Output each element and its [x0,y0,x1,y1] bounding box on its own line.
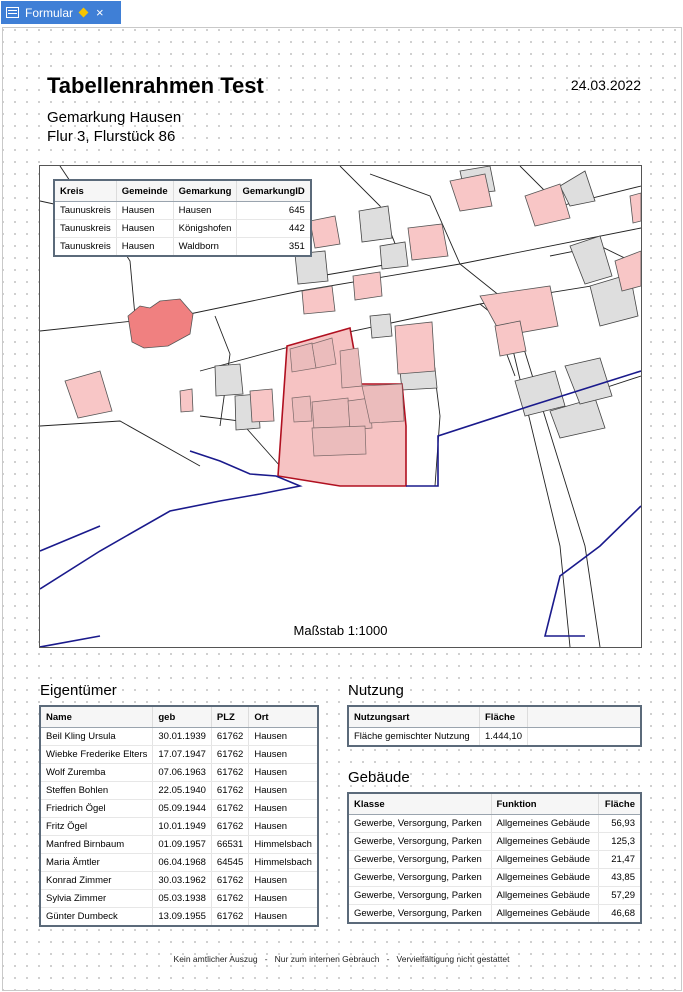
cell: 125,3 [598,833,641,851]
table-row [54,238,311,257]
cell: 01.09.1957 [153,836,212,854]
boundary-line [40,451,300,589]
cell: Manfred Birnbaum [40,836,153,854]
cell: Allgemeines Gebäude [491,887,598,905]
building-dark [128,299,193,348]
cell: Hausen [249,890,318,908]
cell: Gewerbe, Versorgung, Parken [348,851,491,869]
table-row [348,887,641,905]
col-ort: Ort [249,706,318,728]
col-spacer [527,706,641,728]
cell: 21,47 [598,851,641,869]
cell: 351 [237,238,311,257]
table-row [40,872,318,890]
cell: 1.444,10 [480,728,528,747]
col-flaeche: Fläche [480,706,528,728]
eigentuemer-header-row [40,706,318,728]
cell: 61762 [211,890,248,908]
col-gemarkungid: GemarkungID [237,180,311,202]
col-name: Name [40,706,153,728]
col-kreis: Kreis [54,180,116,202]
tab-bar [0,0,683,26]
col-klasse: Klasse [348,793,491,815]
footer-disclaimer: Kein amtlicher Auszug - Nur zum internen Gebrauch - Vervielfältigung nicht gestattet [173,954,510,964]
cell: Wolf Zuremba [40,764,153,782]
cell: Allgemeines Gebäude [491,851,598,869]
table-row [348,815,641,833]
cell: 61762 [211,764,248,782]
cell: 43,85 [598,869,641,887]
cell: Königshofen [173,220,237,238]
cell: 64545 [211,854,248,872]
cell: Hausen [249,872,318,890]
flur-line: Flur 3, Flurstück 86 [47,128,176,145]
gebaeude-heading: Gebäude [348,769,410,786]
cell: 30.01.1939 [153,728,212,746]
cell: 05.09.1944 [153,800,212,818]
cell: 22.05.1940 [153,782,212,800]
cell: Wiebke Frederike Elters [40,746,153,764]
map-frame[interactable] [39,165,642,648]
col-flaeche: Fläche [598,793,641,815]
cell: Hausen [249,782,318,800]
cell: 10.01.1949 [153,818,212,836]
cell: Allgemeines Gebäude [491,869,598,887]
col-funktion: Funktion [491,793,598,815]
table-row [40,818,318,836]
form-icon [6,7,19,18]
table-row [40,746,318,764]
gebaeude-body [348,815,641,924]
cell: Hausen [249,800,318,818]
cell: Hausen [249,818,318,836]
table-row [54,202,311,220]
cell: Taunuskreis [54,220,116,238]
cell: Hausen [173,202,237,220]
cell: Gewerbe, Versorgung, Parken [348,869,491,887]
cell: Gewerbe, Versorgung, Parken [348,815,491,833]
cell: Maria Ämtler [40,854,153,872]
table-row [40,890,318,908]
map-scale: Maßstab 1:1000 [293,623,388,638]
table-row [40,764,318,782]
cell: Hausen [116,238,173,257]
gemarkung-line: Gemarkung Hausen [47,109,182,126]
table-row [40,782,318,800]
cell: Friedrich Ögel [40,800,153,818]
cell: Hausen [249,728,318,746]
eigentuemer-table [39,705,319,927]
cell: 61762 [211,728,248,746]
table-row [40,728,318,746]
cell: Konrad Zimmer [40,872,153,890]
table-row [54,220,311,238]
table-row [40,908,318,927]
cell: 66531 [211,836,248,854]
cell: Fritz Ögel [40,818,153,836]
cell: Allgemeines Gebäude [491,905,598,924]
cell: Hausen [249,764,318,782]
eigentuemer-heading: Eigentümer [40,682,117,699]
tab-formular[interactable] [1,1,121,24]
col-plz: PLZ [211,706,248,728]
report-date: 24.03.2022 [570,77,641,93]
cell: 645 [237,202,311,220]
col-gemeinde: Gemeinde [116,180,173,202]
cell: 56,93 [598,815,641,833]
cell: Waldborn [173,238,237,257]
cell: Hausen [116,220,173,238]
cell: Gewerbe, Versorgung, Parken [348,833,491,851]
cell: Gewerbe, Versorgung, Parken [348,887,491,905]
cell: Allgemeines Gebäude [491,833,598,851]
map-overlay-table [53,179,312,257]
table-row [348,869,641,887]
eigentuemer-body [40,728,318,927]
report-title: Tabellenrahmen Test [47,73,264,98]
cell: Hausen [116,202,173,220]
table-row [348,833,641,851]
cell: 13.09.1955 [153,908,212,927]
col-geb: geb [153,706,212,728]
cell: Günter Dumbeck [40,908,153,927]
cell: Gewerbe, Versorgung, Parken [348,905,491,924]
cell: Fläche gemischter Nutzung [348,728,480,747]
table-row [40,854,318,872]
cell: 61762 [211,782,248,800]
cell-spacer [527,728,641,747]
cell: 61762 [211,872,248,890]
nutzung-heading: Nutzung [348,682,404,699]
nutzung-header-row [348,706,641,728]
modified-diamond-icon [79,8,89,18]
cell: Beil Kling Ursula [40,728,153,746]
gebaeude-table [347,792,642,924]
overlay-header-row [54,180,311,202]
cell: Taunuskreis [54,202,116,220]
cell: Himmelsbach [249,836,318,854]
tab-label: Formular [25,5,74,20]
table-row [40,836,318,854]
cell: 61762 [211,746,248,764]
table-row [40,800,318,818]
cell: Sylvia Zimmer [40,890,153,908]
cell: Hausen [249,908,318,927]
cell: Steffen Bohlen [40,782,153,800]
cell: 57,29 [598,887,641,905]
col-gemarkung: Gemarkung [173,180,237,202]
table-row [348,905,641,924]
cell: Himmelsbach [249,854,318,872]
cell: 05.03.1938 [153,890,212,908]
cell: 07.06.1963 [153,764,212,782]
cell: 46,68 [598,905,641,924]
cell: 61762 [211,908,248,927]
table-row [348,851,641,869]
cell: 17.07.1947 [153,746,212,764]
cell: 30.03.1962 [153,872,212,890]
col-nutzungsart: Nutzungsart [348,706,480,728]
cell: 61762 [211,818,248,836]
gebaeude-header-row [348,793,641,815]
cell: 61762 [211,800,248,818]
table-row [348,728,641,747]
cell: Hausen [249,746,318,764]
cell: Taunuskreis [54,238,116,257]
close-icon[interactable]: × [96,5,104,20]
cell: 06.04.1968 [153,854,212,872]
cell: 442 [237,220,311,238]
nutzung-table [347,705,642,747]
cell: Allgemeines Gebäude [491,815,598,833]
